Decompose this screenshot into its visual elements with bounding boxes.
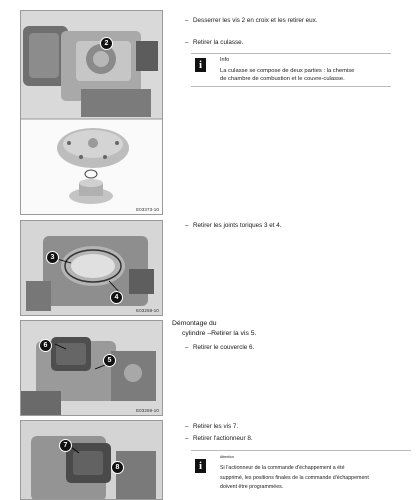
figure-cylinder-head	[20, 10, 163, 215]
info-box-actuator	[191, 450, 411, 489]
step-remove-actuator: – Retirer l'actionneur 8.	[185, 435, 253, 442]
step-loosen-screws: – Desserrer les vis 2 en croix et les retirer eux.	[185, 17, 318, 24]
callout-8: 8	[111, 461, 124, 474]
info-title: Info	[220, 57, 230, 63]
callout-2: 2	[100, 37, 113, 50]
o-rings-illustration	[21, 221, 163, 316]
step-remove-cover: – Retirer le couvercle 6.	[185, 344, 255, 351]
callout-6: 6	[39, 339, 52, 352]
callout-7: 7	[59, 439, 72, 452]
callout-5: 5	[103, 354, 116, 367]
figure-o-rings	[20, 220, 163, 316]
figure-cover	[20, 320, 163, 416]
step-remove-o-rings: – Retirer les joints toriques 3 et 4.	[185, 222, 282, 229]
figure-actuator	[20, 420, 163, 500]
actuator-illustration	[21, 421, 163, 500]
info-text-line2: de chambre de combustion et le couvre-culasse.	[220, 76, 345, 82]
info-text-line1: Si l'actionneur de la commande d'échappement a été	[220, 465, 345, 471]
cylinder-head-illustration	[21, 11, 163, 215]
info-i-icon: i	[195, 459, 206, 473]
callout-4: 4	[110, 291, 123, 304]
info-title: Attention	[220, 455, 234, 459]
section-heading-cylinder-removal: Démontage du	[172, 320, 217, 327]
step-remove-screws-7: – Retirer les vis 7.	[185, 423, 239, 430]
figure-code: E03269-10	[136, 408, 159, 413]
section-heading-cylinder-removal-line2: cylindre –Retirer la vis 5.	[182, 330, 257, 337]
cover-illustration	[21, 321, 163, 416]
info-text-line2: supprimé, les positions finales de la commande d'échappement	[220, 475, 369, 481]
info-i-icon: i	[195, 58, 206, 72]
figure-code: E03373-10	[136, 207, 159, 212]
callout-3: 3	[46, 251, 59, 264]
info-text-line1: La culasse se compose de deux parties : la chemise	[220, 68, 355, 74]
step-remove-cylinder-head: – Retirer la culasse.	[185, 39, 244, 46]
info-box-cylinder-head	[191, 53, 391, 87]
info-text-line3: doivent être programmées.	[220, 484, 284, 490]
figure-code: E03268-10	[136, 308, 159, 313]
